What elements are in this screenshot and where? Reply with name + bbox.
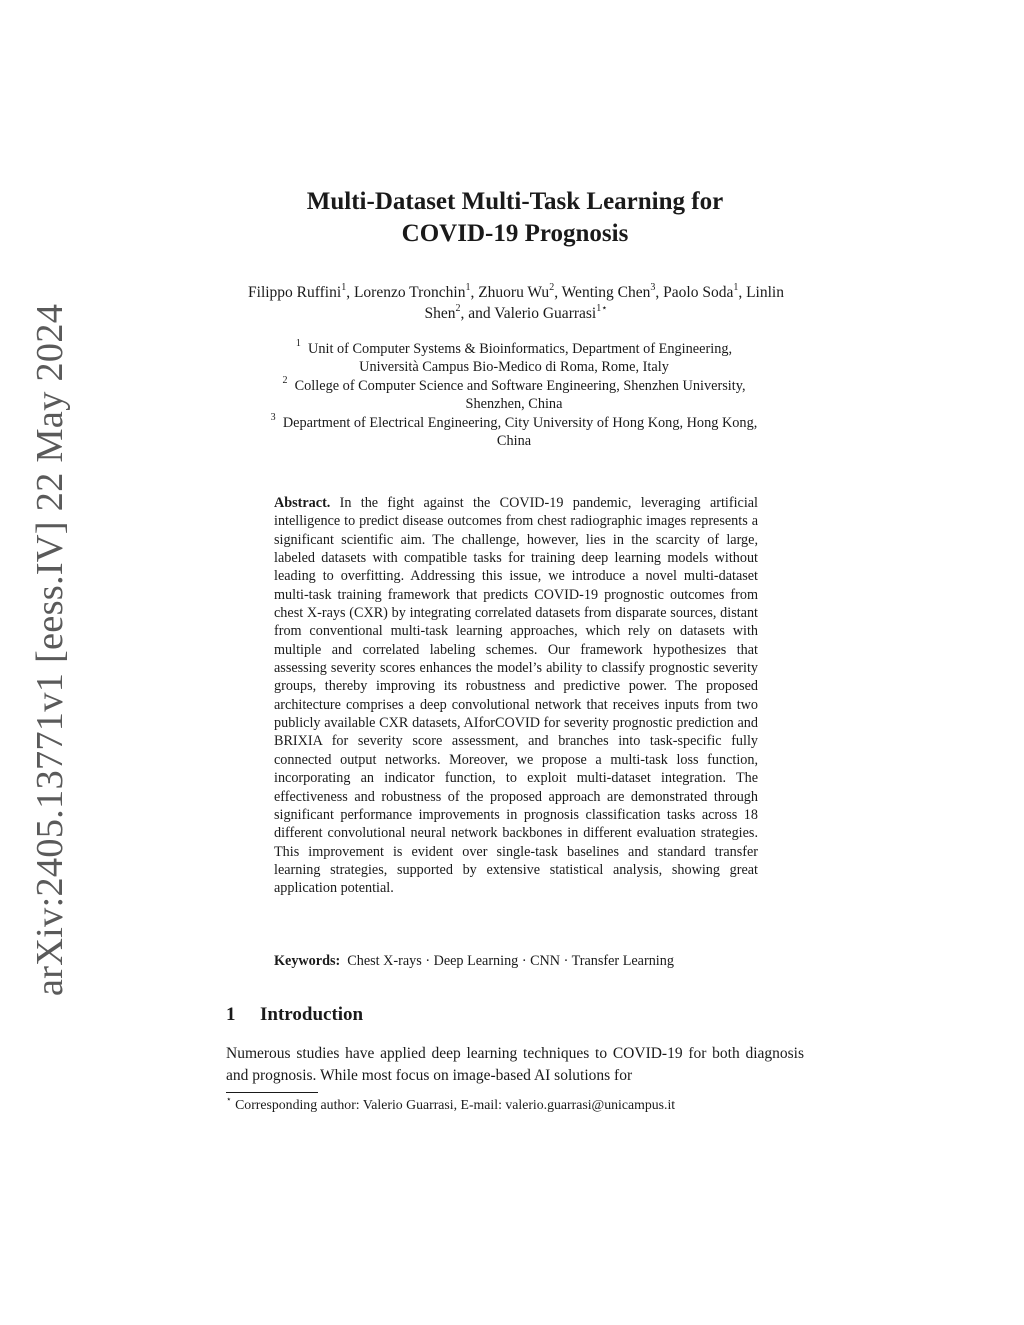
arxiv-identifier-stamp	[16, 303, 84, 997]
author-name: Paolo Soda	[663, 284, 734, 301]
section-title: Introduction	[260, 1004, 364, 1025]
affiliation-1	[214, 340, 814, 377]
author-name: Wenting Chen	[561, 284, 651, 301]
keywords-text: Chest X-rays · Deep Learning · CNN · Transfer Learning	[347, 953, 674, 969]
section-heading	[226, 1003, 363, 1027]
author-name: Valerio Guarrasi	[494, 305, 597, 322]
author-affiliation-mark: 1	[733, 281, 739, 293]
author-name: Filippo Ruffini	[248, 284, 342, 301]
affiliation-mark: 3	[270, 411, 276, 423]
affiliation-line: Shenzhen, China	[465, 396, 563, 413]
affiliation-line: Università Campus Bio-Medico di Roma, Rome, Italy	[359, 359, 669, 376]
section-number: 1	[226, 1004, 236, 1025]
footnote-mark: ⋆	[226, 1094, 232, 1105]
affiliation-mark: 2	[282, 375, 288, 387]
paper-title	[190, 186, 840, 250]
affiliation-line: China	[496, 433, 532, 450]
title-line-2: COVID-19 Prognosis	[401, 220, 629, 247]
author-affiliation-mark: 1	[341, 281, 347, 293]
affiliation-3	[214, 411, 814, 451]
keywords-heading: Keywords:	[274, 953, 341, 969]
affiliation-list	[214, 340, 814, 450]
author-name: Zhuoru Wu	[478, 284, 550, 301]
affiliation-2	[214, 377, 814, 414]
author-name: Lorenzo Tronchin	[353, 284, 466, 301]
abstract-heading: Abstract.	[274, 495, 331, 511]
author-affiliation-mark: 2	[455, 302, 461, 314]
intro-text: Numerous studies have applied deep learning techniques to COVID-19 for both diagnosis and prognosis. While most focus on image-based AI solutions for	[226, 1045, 804, 1084]
affiliation-line: Department of Electrical Engineering, City University of Hong Kong, Hong Kong,	[282, 414, 758, 431]
title-line-1: Multi-Dataset Multi-Task Learning for	[306, 188, 724, 215]
author-affiliation-mark: 3	[650, 281, 656, 293]
abstract	[274, 494, 758, 898]
footnote-rule	[226, 1092, 318, 1093]
affiliation-line: College of Computer Science and Software Engineering, Shenzhen University,	[294, 377, 746, 394]
keywords	[274, 952, 774, 970]
affiliation-line: Unit of Computer Systems & Bioinformatics, Department of Engineering,	[308, 341, 733, 357]
author-affiliation-mark: 2	[549, 281, 555, 293]
footnote-text: Corresponding author: Valerio Guarrasi, E-mail: valerio.guarrasi@unicampus.it	[235, 1097, 676, 1112]
author-list: Filippo Ruffini$^1$, Lorenzo Tronchin$^1$, Zhuoru Wu$^2$, Wenting Chen$^3$, Paolo Soda$^1$, Linlin Shen$^2$, and Valerio Guarrasi$^{1⋆}$	[248, 281, 784, 322]
affiliation-mark: 1	[295, 338, 301, 350]
author-affiliation-mark: 1	[465, 281, 471, 293]
author-affiliation-mark: 1⋆	[596, 302, 608, 314]
author-name: Linlin Shen	[424, 284, 784, 322]
abstract-text: In the fight against the COVID-19 pandemic, leveraging artificial intelligence to predict disease outcomes from chest radiographic images represents a significant scientific aim. The challenge, however, lies in the scarcity of large, labeled datasets with compatible tasks for training deep learning models without leading to overfitting. Addressing this issue, we introduce a novel multi-dataset multi-task training framework that predicts COVID-19 prognostic outcomes from chest X-rays (CXR) by integrating correlated datasets from disparate sources, distant from conventional multi-task learning approaches, which rely on datasets with multiple and correlated labeling schemes. Our framework hypothesizes that assessing severity scores enhances the model’s ability to classify prognostic severity groups, thereby improving its robustness and predictive power. The proposed architecture comprises a deep convolutional network that receives inputs from two publicly available CXR datasets, AIforCOVID for severity prognostic prediction and BRIXIA for severity score assessment, and branches into task-specific fully connected output networks. Moreover, we propose a multi-task loss function, incorporating an indicator function, to exploit multi-dataset integration. The effectiveness and robustness of the proposed approach are demonstrated through significant performance improvements in prognosis classification tasks across 18 different convolutional neural network backbones in different evaluation strategies. This improvement is evident over single-task baselines and standard transfer learning strategies, supported by extensive statistical analysis, showing great application potential.	[274, 495, 758, 897]
arxiv-stamp-text: arXiv:2405.13771v1 [eess.IV] 22 May 2024	[29, 303, 71, 997]
intro-paragraph	[226, 1043, 804, 1086]
footnote	[226, 1096, 826, 1114]
